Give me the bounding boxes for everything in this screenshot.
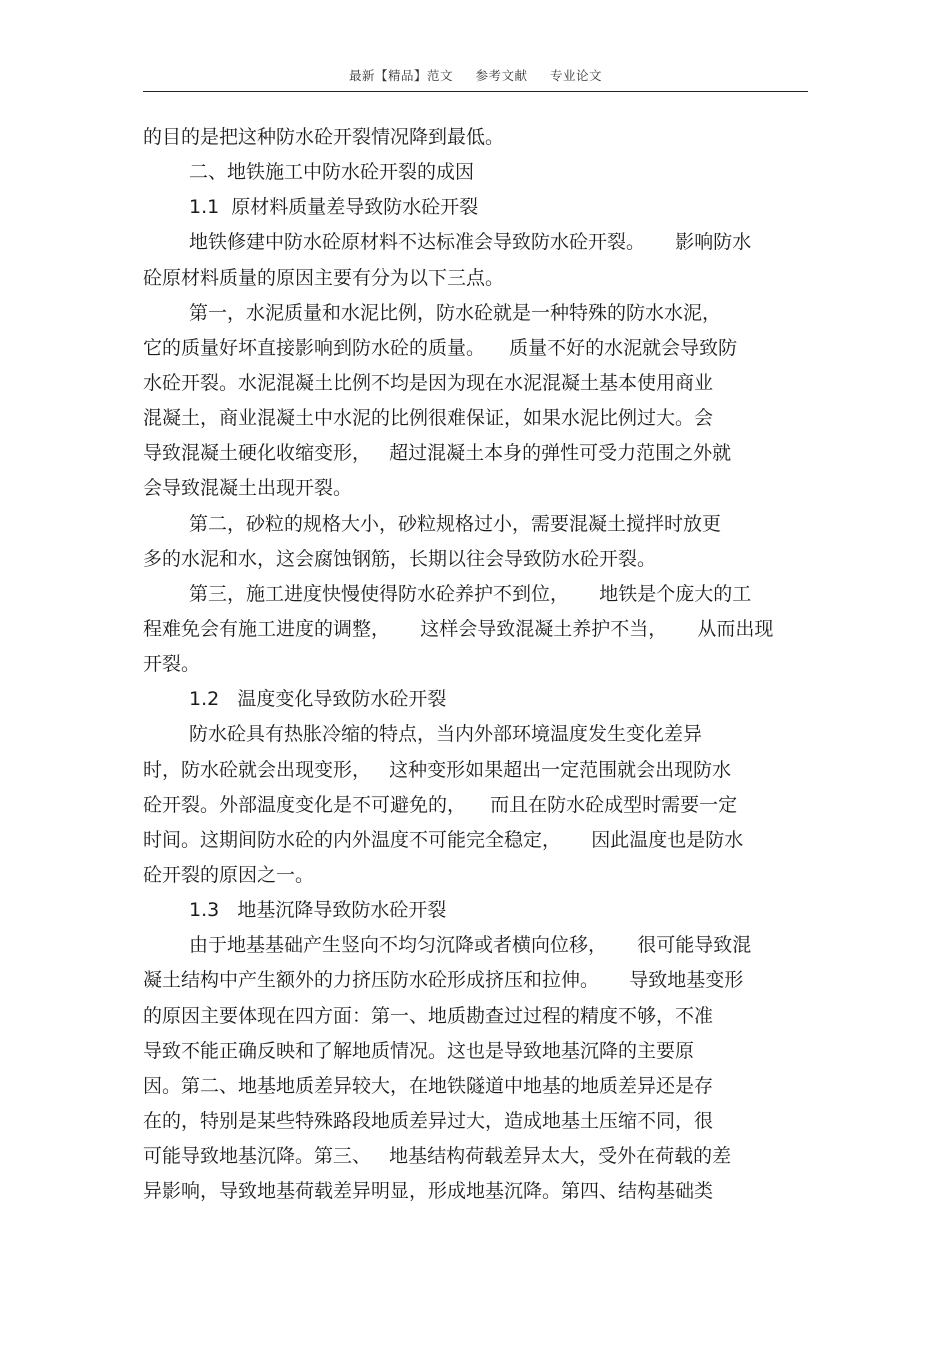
text-line: 会导致混凝土出现开裂。 — [143, 477, 353, 500]
text-line: 混凝土，商业混凝土中水泥的比例很难保证，如果水泥比例过大。会 — [143, 407, 714, 430]
text-line: 可能导致地基沉降。第三、 地基结构荷载差异太大，受外在荷载的差 — [143, 1145, 732, 1168]
text-line: 防水砼具有热胀冷缩的特点，当内外部环境温度发生变化差异 — [189, 723, 703, 746]
text-line: 第一，水泥质量和水泥比例，防水砼就是一种特殊的防水水泥， — [189, 301, 722, 324]
text-line: 异影响，导致地基荷载差异明显，形成地基沉降。第四、结构基础类 — [143, 1180, 714, 1203]
subsection-heading: 1.1 原材料质量差导致防水砼开裂 — [189, 196, 479, 219]
header-item-featured: 最新【精品】范文 — [348, 68, 453, 83]
text-line: 砼开裂。外部温度变化是不可避免的， 而且在防水砼成型时需要一定 — [143, 793, 738, 816]
text-line: 时，防水砼就会出现变形， 这种变形如果超出一定范围就会出现防水 — [143, 758, 732, 781]
document-body — [143, 120, 808, 1209]
subsection-heading: 1.2 温度变化导致防水砼开裂 — [189, 688, 447, 711]
section-heading: 二、地铁施工中防水砼开裂的成因 — [189, 161, 475, 184]
text-line: 凝土结构中产生额外的力挤压防水砼形成挤压和拉伸。 导致地基变形 — [143, 969, 744, 992]
text-line: 时间。这期间防水砼的内外温度不可能完全稳定， 因此温度也是防水 — [143, 828, 744, 851]
text-line: 因。第二、地基地质差异较大，在地铁隧道中地基的地质差异还是存 — [143, 1074, 714, 1097]
text-line: 导致不能正确反映和了解地质情况。这也是导致地基沉降的主要原 — [143, 1039, 695, 1062]
text-line: 由于地基基础产生竖向不均匀沉降或者横向位移， 很可能导致混 — [189, 934, 752, 957]
text-line: 地铁修建中防水砼原材料不达标准会导致防水砼开裂。 影响防水 — [189, 231, 752, 254]
text-line: 开裂。 — [143, 653, 201, 676]
text-line: 的原因主要体现在四方面：第一、地质勘查过过程的精度不够，不准 — [143, 1004, 714, 1027]
text-line: 导致混凝土硬化收缩变形， 超过混凝土本身的弹性可受力范围之外就 — [143, 442, 732, 465]
header-item-references: 参考文献 — [475, 68, 528, 83]
text-line: 水砼开裂。水泥混凝土比例不均是因为现在水泥混凝土基本使用商业 — [143, 371, 714, 394]
page-header — [143, 66, 808, 84]
subsection-heading: 1.3 地基沉降导致防水砼开裂 — [189, 899, 447, 922]
text-line: 在的，特别是某些特殊路段地质差异过大，造成地基土压缩不同，很 — [143, 1109, 714, 1132]
text-line: 砼开裂的原因之一。 — [143, 863, 315, 886]
header-divider — [143, 91, 808, 92]
header-item-papers: 专业论文 — [549, 68, 602, 83]
text-line: 的目的是把这种防水砼开裂情况降到最低。 — [143, 126, 505, 148]
text-line: 多的水泥和水，这会腐蚀钢筋，长期以往会导致防水砼开裂。 — [143, 547, 657, 570]
text-line: 第二，砂粒的规格大小，砂粒规格过小，需要混凝土搅拌时放更 — [189, 512, 722, 535]
text-line: 砼原材料质量的原因主要有分为以下三点。 — [143, 266, 505, 289]
text-line: 它的质量好坏直接影响到防水砼的质量。 质量不好的水泥就会导致防 — [143, 336, 738, 359]
text-line: 第三，施工进度快慢使得防水砼养护不到位， 地铁是个庞大的工 — [189, 582, 752, 605]
text-line: 程难免会有施工进度的调整， 这样会导致混凝土养护不当， 从而出现 — [143, 617, 774, 640]
